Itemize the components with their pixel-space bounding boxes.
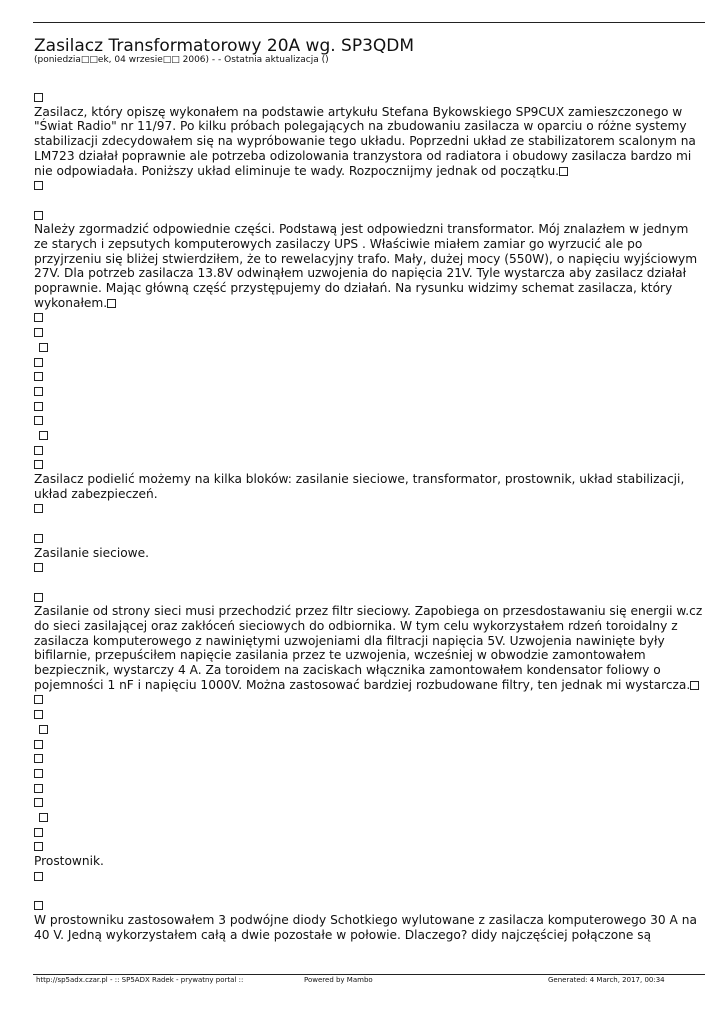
placeholder-box [34,178,706,193]
page-title: Zasilacz Transformatorowy 20A wg. SP3QDM [34,36,415,56]
placeholder-box [34,531,706,546]
top-rule [33,22,705,23]
placeholder-box [34,413,706,428]
placeholder-box [34,810,706,825]
placeholder-box [34,325,706,340]
placeholder-box [34,90,706,105]
placeholder-box [34,869,706,884]
footer-powered-by: Powered by Mambo [304,976,373,984]
placeholder-box [34,781,706,796]
page-footer [36,976,708,988]
paragraph-rectifier: W prostowniku zastosowałem 3 podwójne diody Schotkiego wylutowane z zasilacza komputerowego 30 A na 40 V. Jedną wykorzystałem całą a dwie pozostałe w połowie. Dlaczego? didy najczęściej połączone są [34,912,697,942]
image-placeholder-box [34,722,706,737]
placeholder-box [34,208,706,223]
placeholder-box [34,692,706,707]
placeholder-box [34,839,706,854]
placeholder-box [34,766,706,781]
placeholder-box [34,310,706,325]
placeholder-box [34,443,706,458]
placeholder-box [34,737,706,752]
footer-site-link[interactable]: http://sp5adx.czar.pl - :: SP5ADX Radek - prywatny portal :: [36,976,244,984]
placeholder-box [34,399,706,414]
placeholder-box [34,384,706,399]
placeholder-box [34,369,706,384]
article-body [34,90,706,942]
placeholder-box [34,428,706,443]
footer-generated: Generated: 4 March, 2017, 00:34 [548,976,665,984]
paragraph-mains-filter: Zasilanie od strony sieci musi przechodzić przez filtr sieciowy. Zapobiega on przesdostawaniu się energii w.cz do sieci zasilającej oraz zakłóceń sieciowych do odbiornika. W tym celu wykorzystałem rdzeń toroidalny z zasilacza komputerowego z nawiniętymi uzwojeniami dla filtracji napięcia 5V. Uzwojenia nawinięte były bifilarnie, przepuściłem napięcie zasilania przez te uzwojenia, wcześniej w obwodzie zamontowałem bezpiecznik, wystarczy 4 A. Za toroidem na zaciskach włącznika zamontowałem kondensator foliowy o pojemności 1 nF i napięciu 1000V. Można zastosować bardziej rozbudowane filtry, ten jednak mi wystarcza. [34,604,703,692]
placeholder-box [34,457,706,472]
image-placeholder-box [34,340,706,355]
paragraph-intro: Zasilacz, który opiszę wykonałem na podstawie artykułu Stefana Bykowskiego SP9CUX zamieszczonego w "Świat Radio" nr 11/97. Po kilku próbach polegających na zbudowaniu zasilacza w oparciu o różne systemy stabilizacji zdecydowałem się na wypróbowanie tego układu. Poprzedni układ ze stabilizatorem scalonym na LM723 działał poprawnie ale potrzeba odizolowania tranzystora od radiatora i obudowy zasilacza bardzo mi nie odpowiadała. Poniższy układ eliminuje te wady. Rozpocznijmy jednak od początku. [34,104,696,178]
placeholder-box [34,501,706,516]
placeholder-box [34,590,706,605]
paragraph-blocks: Zasilacz podielić możemy na kilka bloków: zasilanie sieciowe, transformator, prostownik, układ stabilizacji, układ zabezpieczeń. [34,472,685,501]
heading-prostownik: Prostownik. [34,854,104,869]
article-meta: (poniedzia□□ek, 04 wrzesie□□ 2006) - - Ostatnia aktualizacja () [34,55,329,65]
paragraph-parts: Należy zgormadzić odpowiednie części. Podstawą jest odpowiedzni transformator. Mój znalazłem w jednym ze starych i zepsutych komputerowych zasilaczy UPS . Właściwie miałem zamiar go wyrzucić ale po przyjrzeniu się bliżej stwierdziłem, że to rewelacyjny trafo. Mały, dużej mocy (550W), o napięciu wyjściowym 27V. Dla potrzeb zasilacza 13.8V odwinąłem uzwojenia do napięcia 21V. Tyle wystarcza aby zasilacz działał poprawnie. Mając główną część przystępujemy do działań. Na rysunku widzimy schemat zasilacza, który wykonałem. [34,222,698,310]
placeholder-box [34,560,706,575]
footer-rule [33,974,705,975]
heading-zasilanie-sieciowe: Zasilanie sieciowe. [34,545,150,560]
placeholder-box [34,825,706,840]
placeholder-box [34,898,706,913]
placeholder-box [34,795,706,810]
placeholder-box [34,355,706,370]
placeholder-box [34,751,706,766]
placeholder-box [34,707,706,722]
